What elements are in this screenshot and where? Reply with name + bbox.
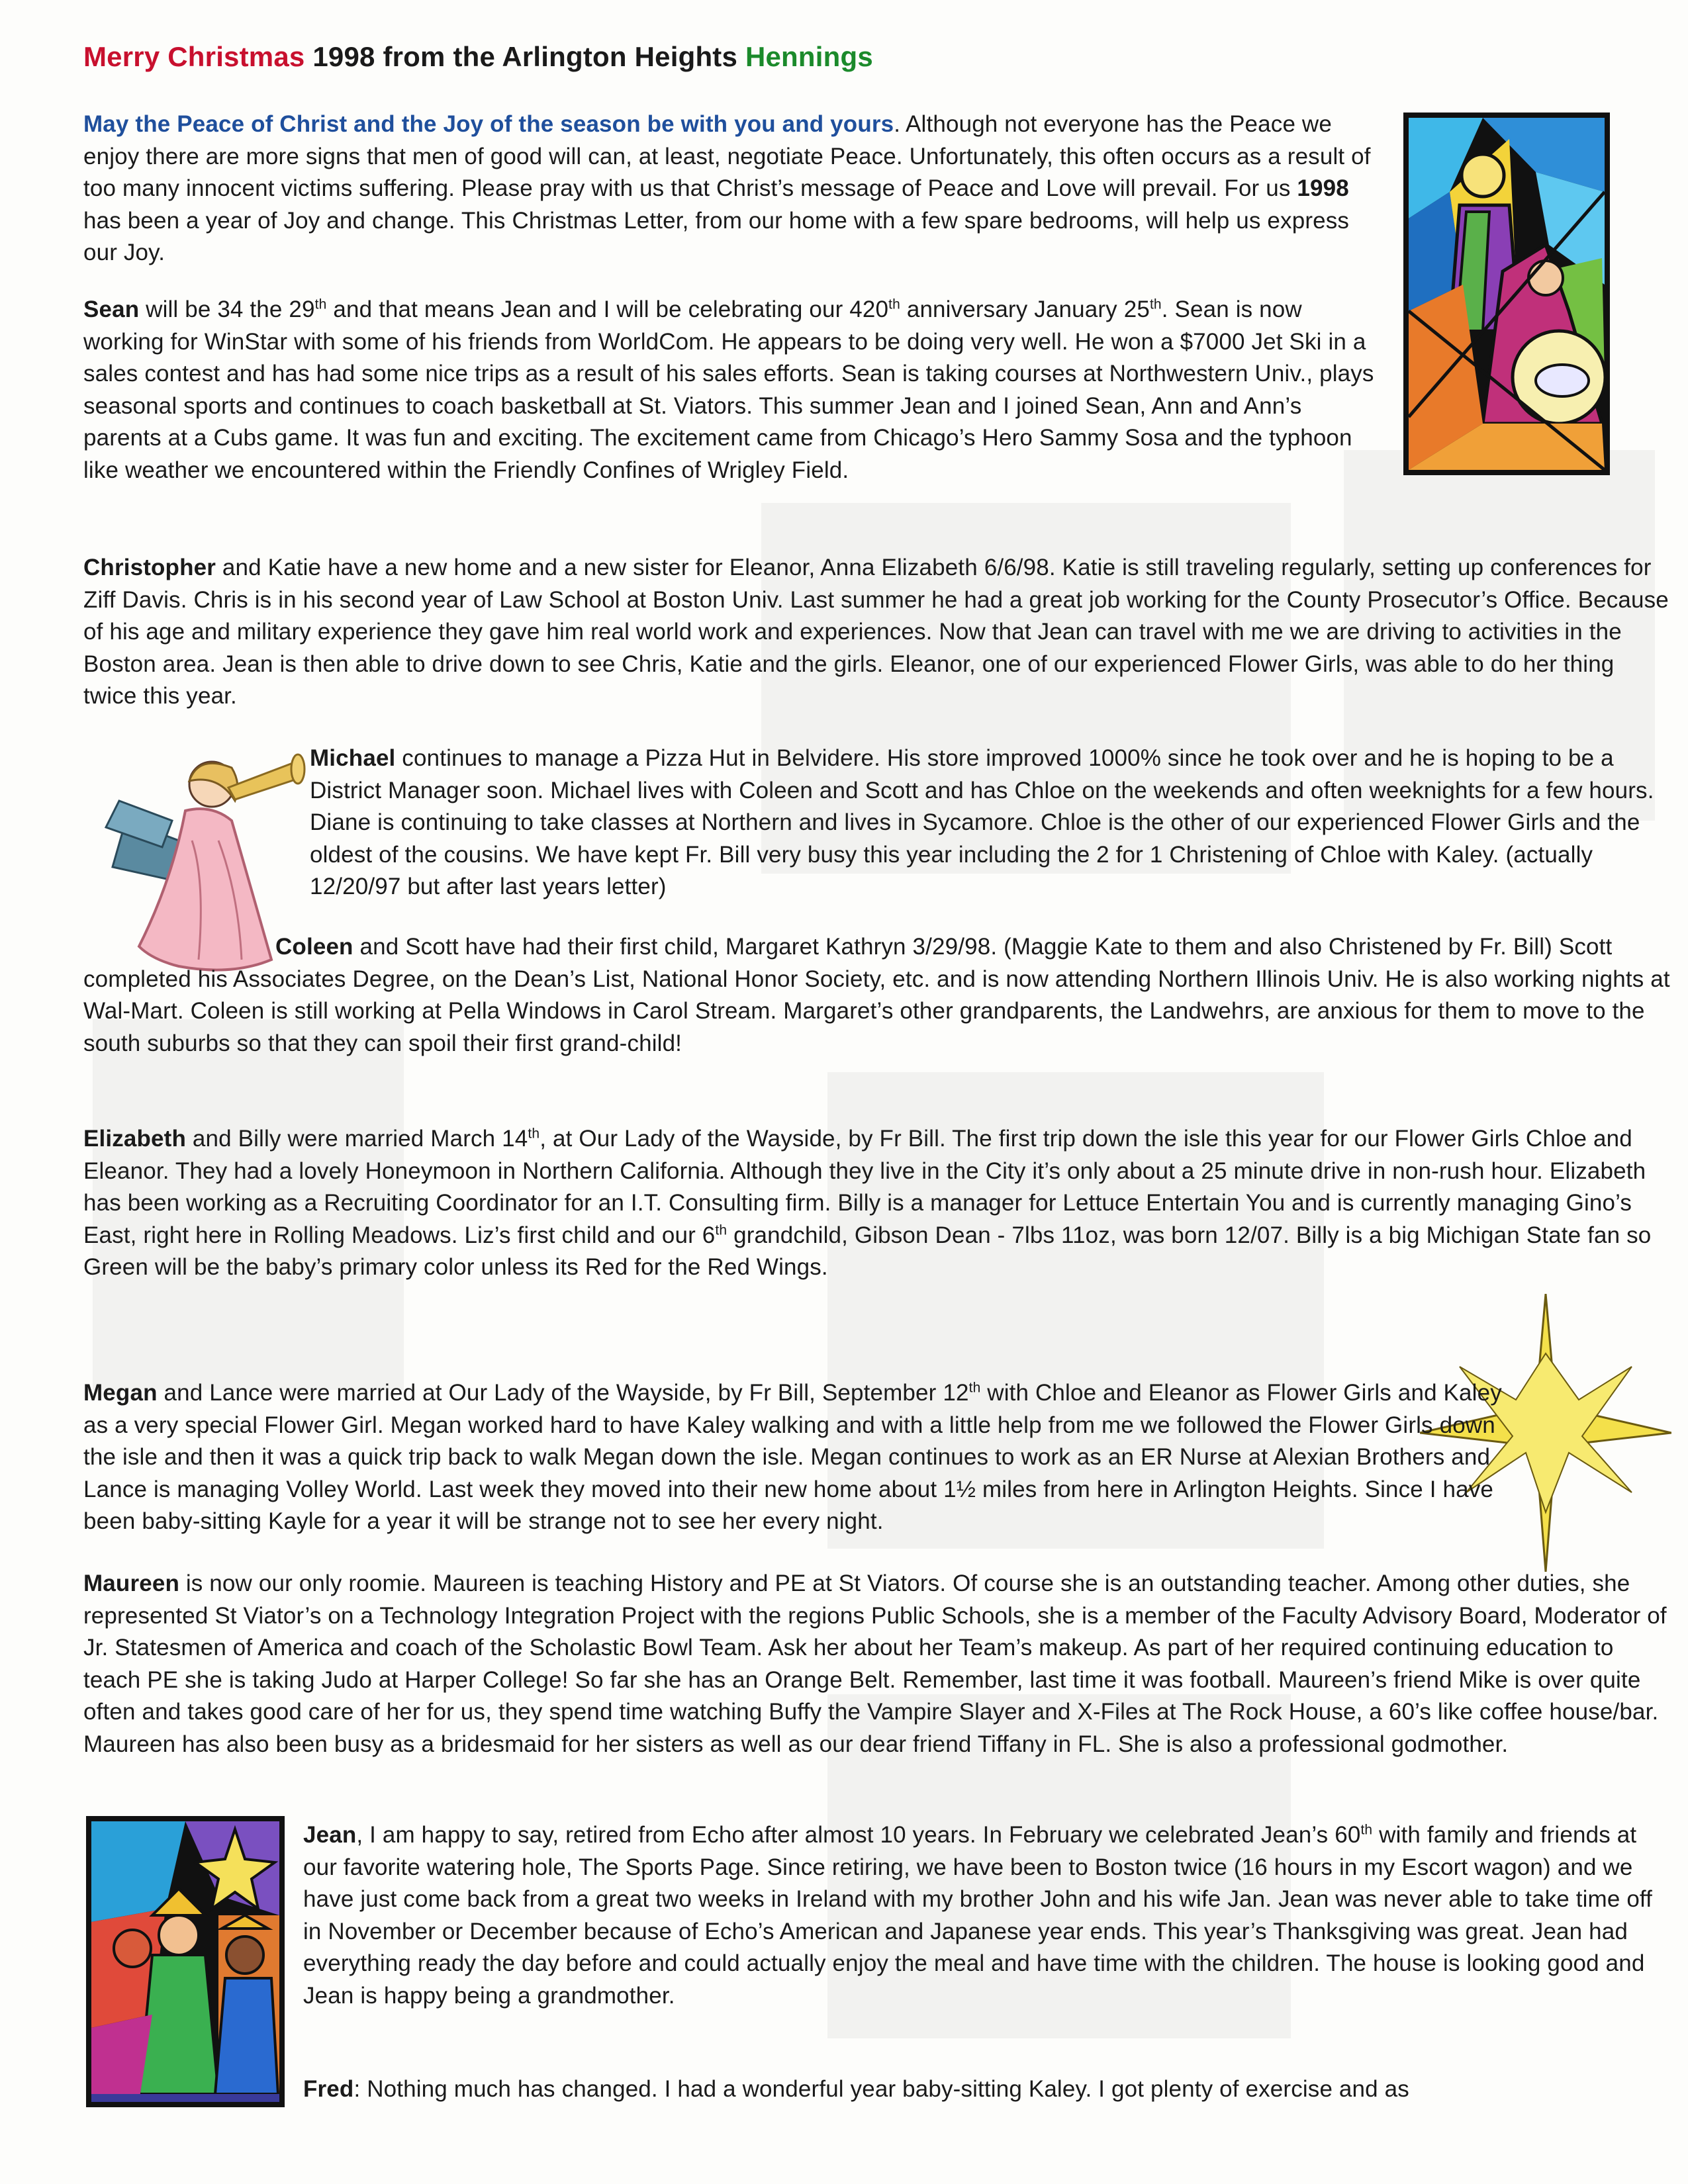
sean-ordinal-3: th (1149, 296, 1162, 312)
elizabeth-ordinal-1: th (528, 1126, 540, 1142)
intro-year: 1998 (1297, 175, 1349, 201)
coleen-text: and Scott have had their first child, Margaret Kathryn 3/29/98. (Maggie Kate to them and also Christened by Fr. Bill) Scott completed his Associates Degree, on the Dean’s List, National Honor Society, etc. and is now attending Northern Illinois Univ. He is also working nights at Wal-Mart. Coleen is still working at Pella Windows in Carol Stream. Margaret’s other grandparents, the Landwehrs, are anxious for them to move to the south suburbs so that they can spoil their first grand-child! (83, 934, 1670, 1056)
megan-ordinal-1: th (968, 1380, 981, 1396)
fred-paragraph (303, 2073, 1673, 2106)
megan-name: Megan (83, 1380, 158, 1406)
intro-text-2: has been a year of Joy and change. This Christmas Letter, from our home with a few spare bedrooms, will help us express our Joy. (83, 207, 1350, 265)
fred-text: : Nothing much has changed. I had a wonderful year baby-sitting Kaley. I got plenty of exercise and as (353, 2076, 1409, 2102)
maureen-text: is now our only roomie. Maureen is teaching History and PE at St Viators. Of course she is an outstanding teacher. Among other duties, she represented St Viator’s on a Technology Integration Project with the regions Public Schools, she is a member of the Faculty Advisory Board, Moderator of Jr. Statesmen of America and coach of the Scholastic Bowl Team. Ask her about her Team’s makeup. As part of her required continuing education to teach PE she is taking Judo at Harper College! So far she has an Orange Belt. Remember, last time it was football. Maureen’s friend Mike is over quite often and takes good care of her for us, they spend time watching Buffy the Vampire Slayer and X-Files at The Rock House, a 60’s like coffee house/bar. Maureen has also been busy as a bridesmaid for her sisters as well as our dear friend Tiffany in FL. She is also a professional godmother. (83, 1570, 1667, 1757)
intro-paragraph (83, 109, 1384, 269)
michael-paragraph (310, 743, 1673, 903)
sean-text-1: will be 34 the 29 (139, 296, 315, 322)
jean-text-1: , I am happy to say, retired from Echo after almost 10 years. In February we celebrated Jean’s 60 (356, 1822, 1361, 1848)
michael-name: Michael (310, 745, 396, 771)
elizabeth-text-1: and Billy were married March 14 (186, 1126, 528, 1152)
intro-lead-blessing: May the Peace of Christ and the Joy of the season be with you and yours (83, 111, 894, 137)
jean-ordinal-1: th (1360, 1822, 1373, 1838)
megan-text-2: with Chloe and Eleanor as Flower Girls and Kaley as a very special Flower Girl. Megan worked hard to have Kaley walking and with a little help from me we followed the Flower Girls down the isle and then it was a quick trip back to walk Megan down the isle. Megan continues to work as an ER Nurse at Alexian Brothers and Lance is managing Volley World. Last week they moved into their new home about 1½ miles from here in Arlington Heights. Since I have been baby-sitting Kayle for a year it will be strange not to see her every night. (83, 1380, 1502, 1534)
title-family-name: Hennings (745, 41, 873, 72)
intro-text-1: . Although not everyone has the Peace we enjoy there are more signs that men of good will can, at least, negotiate Peace. Unfortunately, this often occurs as a result of too many innocent victims suffering. Please pray with us that Christ’s message of Peace and Love will prevail. For us (83, 111, 1371, 201)
christopher-text: and Katie have a new home and a new sister for Eleanor, Anna Elizabeth 6/6/98. Katie is still traveling regularly, setting up conferences for Ziff Davis. Chris is in his second year of Law School at Boston Univ. Last summer he had a great job working for the County Prosecutor’s Office. Because of his age and military experience they gave him real world work and experiences. Now that Jean can travel with me we are driving to activities in the Boston area. Jean is then able to drive down to see Chris, Katie and the girls. Eleanor, one of our experienced Flower Girls, was able to do her thing twice this year. (83, 555, 1669, 709)
stained-glass-nativity-icon (1403, 113, 1610, 475)
elizabeth-paragraph (83, 1123, 1672, 1284)
title-greeting: Merry Christmas (83, 41, 305, 72)
jean-paragraph (303, 1819, 1673, 2012)
megan-text-1: and Lance were married at Our Lady of the Wayside, by Fr Bill, September 12 (157, 1380, 969, 1406)
coleen-paragraph (83, 931, 1672, 1060)
jean-text-2: with family and friends at our favorite watering hole, The Sports Page. Since retiring, we have been to Boston twice (16 hours in my Escort wagon) and we have just come back from a great two weeks in Ireland with my brother John and his wife Jan. Jean was never able to take time off in November or December because of Echo’s American and Japanese year ends. This year’s Thanksgiving was great. Jean had everything ready the day before and could actually enjoy the meal and have time with the children. The house is looking good and Jean is happy being a grandmother. (303, 1822, 1653, 2009)
michael-text: continues to manage a Pizza Hut in Belvidere. His store improved 1000% since he took over and he is hoping to be a District Manager soon. Michael lives with Coleen and Scott and has Chloe on the weekends and often weeknights for a few hours. Diane is continuing to take classes at Northern and lives in Sycamore. Chloe is the other of our experienced Flower Girls and the oldest of the cousins. We have kept Fr. Bill very busy this year including the 2 for 1 Christening of Chloe with Kaley. (actually 12/20/97 but after last years letter) (310, 745, 1654, 899)
maureen-name: Maureen (83, 1570, 179, 1596)
sean-text-3: anniversary January 25 (900, 296, 1150, 322)
title-middle: 1998 from the Arlington Heights (305, 41, 745, 72)
sean-text-2: and that means Jean and I will be celebrating our 420 (326, 296, 889, 322)
letter-title (83, 41, 873, 73)
stained-glass-wise-men-icon (86, 1816, 285, 2107)
coleen-name: Coleen (275, 934, 353, 960)
christopher-paragraph (83, 552, 1672, 713)
elizabeth-text-2: , at Our Lady of the Wayside, by Fr Bill. The first trip down the isle this year for our Flower Girls Chloe and Eleanor. They had a lovely Honeymoon in Northern California. Although they live in the City it’s only about a 25 minute drive in non-rush hour. Elizabeth has been working as a Recruiting Coordinator for an I.T. Consulting firm. Billy is a manager for Lettuce Entertain You and is currently managing Gino’s East, right here in Rolling Meadows. Liz’s first child and our 6 (83, 1126, 1646, 1248)
jean-name: Jean (303, 1822, 357, 1848)
sean-paragraph (83, 294, 1384, 486)
elizabeth-name: Elizabeth (83, 1126, 186, 1152)
sean-text-4: . Sean is now working for WinStar with some of his friends from WorldCom. He appears to be doing very well. He won a $7000 Jet Ski in a sales contest and has had some nice trips as a result of his sales efforts. Sean is taking courses at Northwestern Univ., plays seasonal sports and continues to coach basketball at St. Viators. This summer Jean and I joined Sean, Ann and Ann’s parents at a Cubs game. It was fun and exciting. The excitement came from Chicago’s Hero Sammy Sosa and the typhoon like weather we encountered within the Friendly Confines of Wrigley Field. (83, 296, 1374, 483)
christopher-name: Christopher (83, 555, 216, 580)
sean-ordinal-2: th (888, 296, 900, 312)
sean-name: Sean (83, 296, 140, 322)
elizabeth-ordinal-2: th (715, 1222, 727, 1238)
megan-paragraph (83, 1377, 1507, 1538)
fred-name: Fred (303, 2076, 354, 2102)
elizabeth-text-3: grandchild, Gibson Dean - 7lbs 11oz, was born 12/07. Billy is a big Michigan State fan so Green will be the baby’s primary color unless its Red for the Red Wings. (83, 1222, 1652, 1280)
maureen-paragraph (83, 1568, 1672, 1760)
sean-ordinal-1: th (314, 296, 327, 312)
